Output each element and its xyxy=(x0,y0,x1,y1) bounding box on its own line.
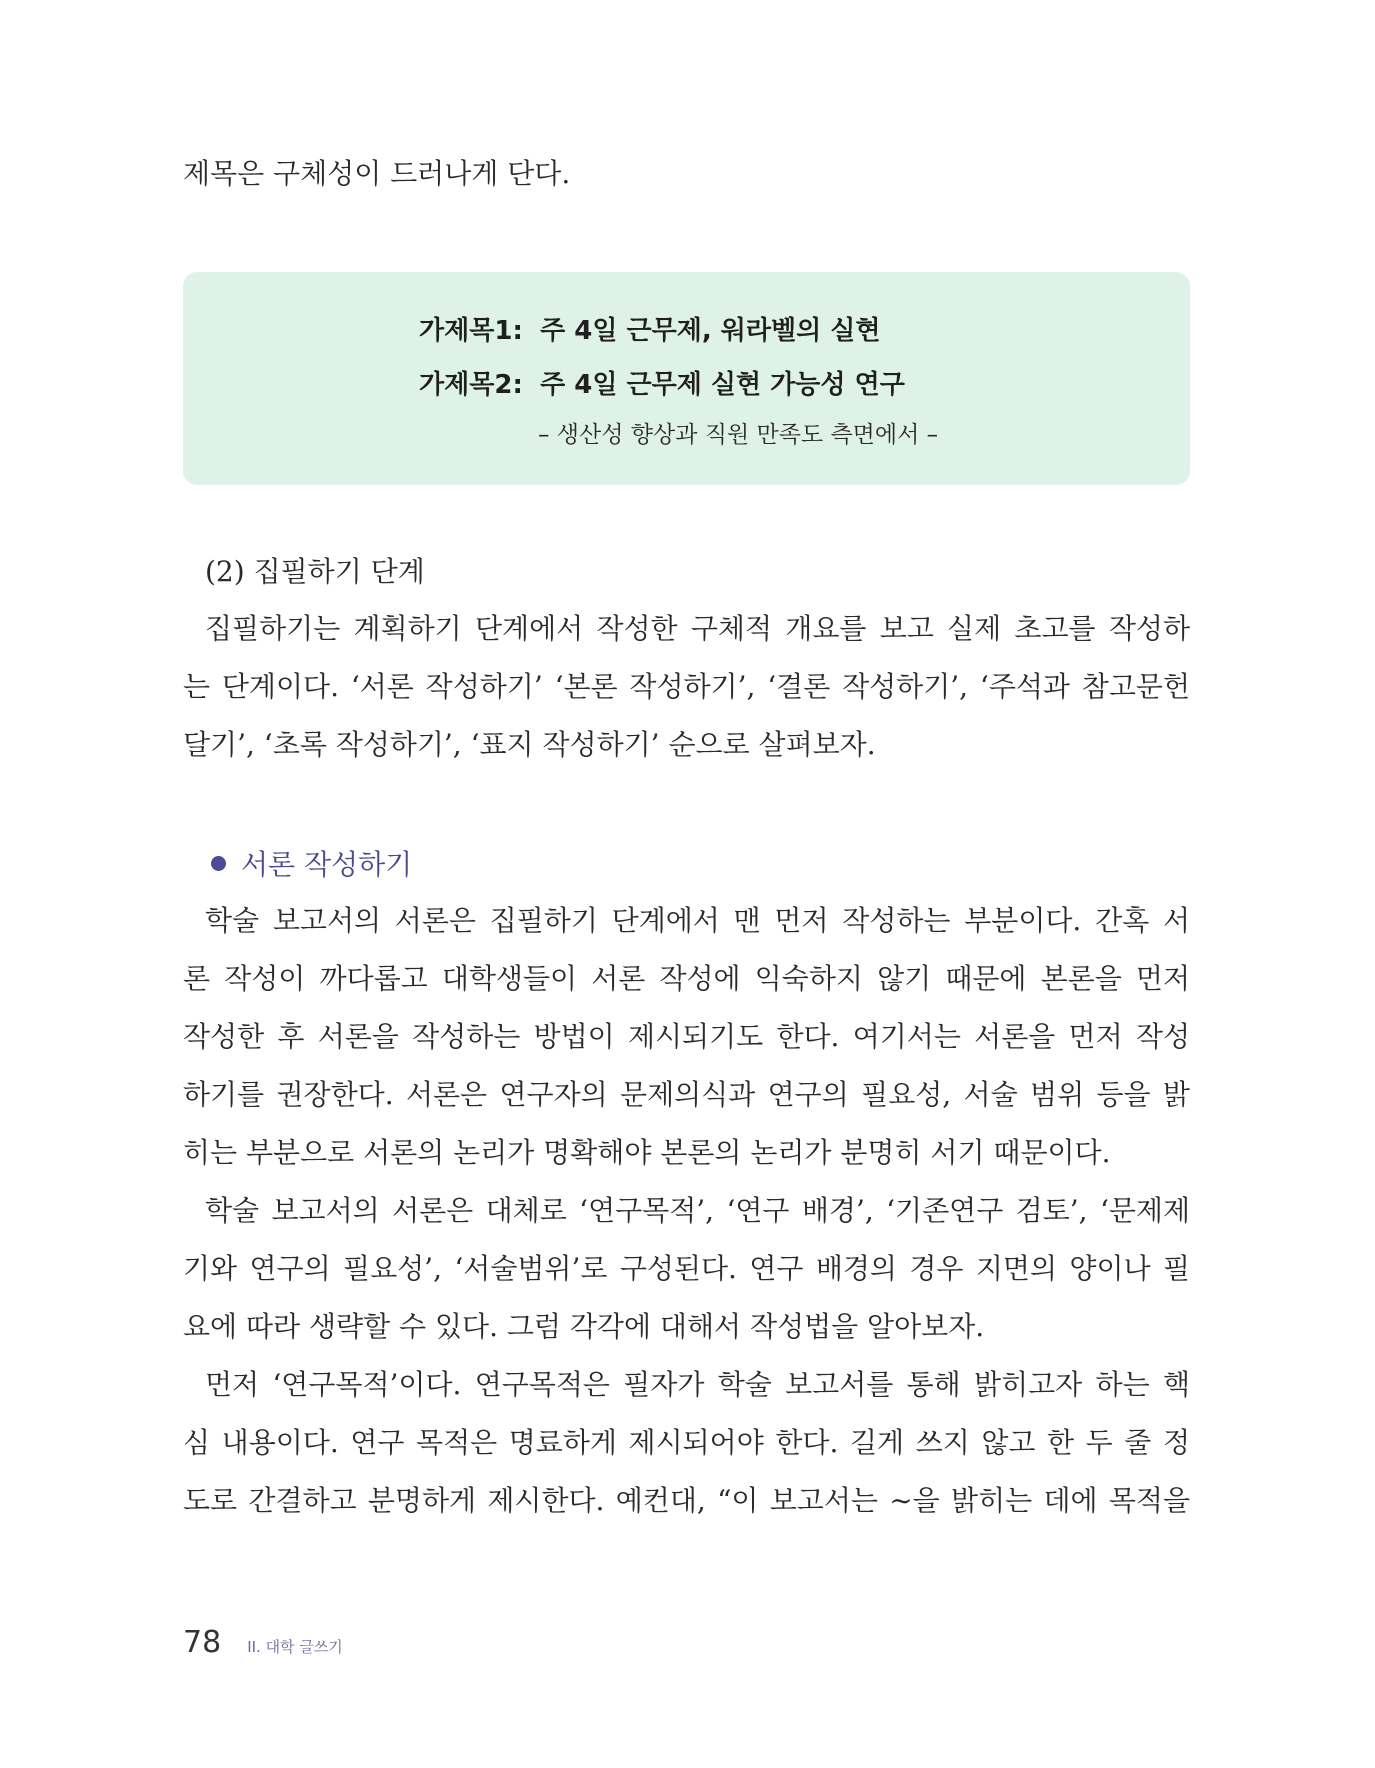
text-line: 하기를 권장한다. 서론은 연구자의 문제의식과 연구의 필요성, 서술 범위 등을 밝 xyxy=(183,1078,1190,1111)
section-paragraph xyxy=(183,892,1190,1530)
intro-paragraph xyxy=(183,145,1190,203)
section-paragraph xyxy=(183,600,1190,774)
example-title-text: 주 4일 근무제, 워라벨의 실현 xyxy=(540,316,881,346)
text-line: 도로 간결하고 분명하게 제시한다. 예컨대, “이 보고서는 ∼을 밝히는 데에 목적을 xyxy=(183,1484,1190,1517)
bullet-heading xyxy=(211,843,412,883)
text-line: 달기’, ‘초록 작성하기’, ‘표지 작성하기’ 순으로 살펴보자. xyxy=(183,728,876,761)
example-titles-box xyxy=(183,272,1190,485)
text-line: 는 단계이다. ‘서론 작성하기’ ‘본론 작성하기’, ‘결론 작성하기’, ‘주석과 참고문헌 xyxy=(183,670,1190,703)
text-line: 기와 연구의 필요성’, ‘서술범위’로 구성된다. 연구 배경의 경우 지면의 양이나 필 xyxy=(183,1252,1190,1285)
chapter-label: II. 대학 글쓰기 xyxy=(247,1638,343,1656)
example-title-row xyxy=(419,364,905,401)
page-number: 78 xyxy=(183,1625,222,1660)
example-title-label: 가제목2: xyxy=(419,370,523,400)
section-heading: (2) 집필하기 단계 xyxy=(205,555,425,588)
text-line: 제목은 구체성이 드러나게 단다. xyxy=(183,157,571,190)
page-footer xyxy=(183,1625,343,1660)
text-line: 작성한 후 서론을 작성하는 방법이 제시되기도 한다. 여기서는 서론을 먼저 작성 xyxy=(183,1020,1190,1053)
bullet-heading-text: 서론 작성하기 xyxy=(241,848,413,881)
bullet-dot-icon xyxy=(211,856,226,871)
example-title-text: 주 4일 근무제 실현 가능성 연구 xyxy=(540,370,905,400)
example-title-label: 가제목1: xyxy=(419,316,523,346)
text-line: 심 내용이다. 연구 목적은 명료하게 제시되어야 한다. 길게 쓰지 않고 한 두 줄 정 xyxy=(183,1426,1190,1459)
text-line: 론 작성이 까다롭고 대학생들이 서론 작성에 익숙하지 않기 때문에 본론을 먼저 xyxy=(183,962,1190,995)
text-line: 학술 보고서의 서론은 집필하기 단계에서 맨 먼저 작성하는 부분이다. 간혹 서 xyxy=(205,904,1190,937)
text-line: 집필하기는 계획하기 단계에서 작성한 구체적 개요를 보고 실제 초고를 작성하 xyxy=(205,612,1190,645)
text-line: 히는 부분으로 서론의 논리가 명확해야 본론의 논리가 분명히 서기 때문이다. xyxy=(183,1136,1111,1169)
example-title-row xyxy=(419,310,881,347)
text-line: 먼저 ‘연구목적’이다. 연구목적은 필자가 학술 보고서를 통해 밝히고자 하는 핵 xyxy=(205,1368,1190,1401)
text-line: 요에 따라 생략할 수 있다. 그럼 각각에 대해서 작성법을 알아보자. xyxy=(183,1310,985,1343)
example-subtitle: – 생산성 향상과 직원 만족도 측면에서 – xyxy=(538,422,939,448)
text-line: 학술 보고서의 서론은 대체로 ‘연구목적’, ‘연구 배경’, ‘기존연구 검토’, ‘문제제 xyxy=(205,1194,1190,1227)
